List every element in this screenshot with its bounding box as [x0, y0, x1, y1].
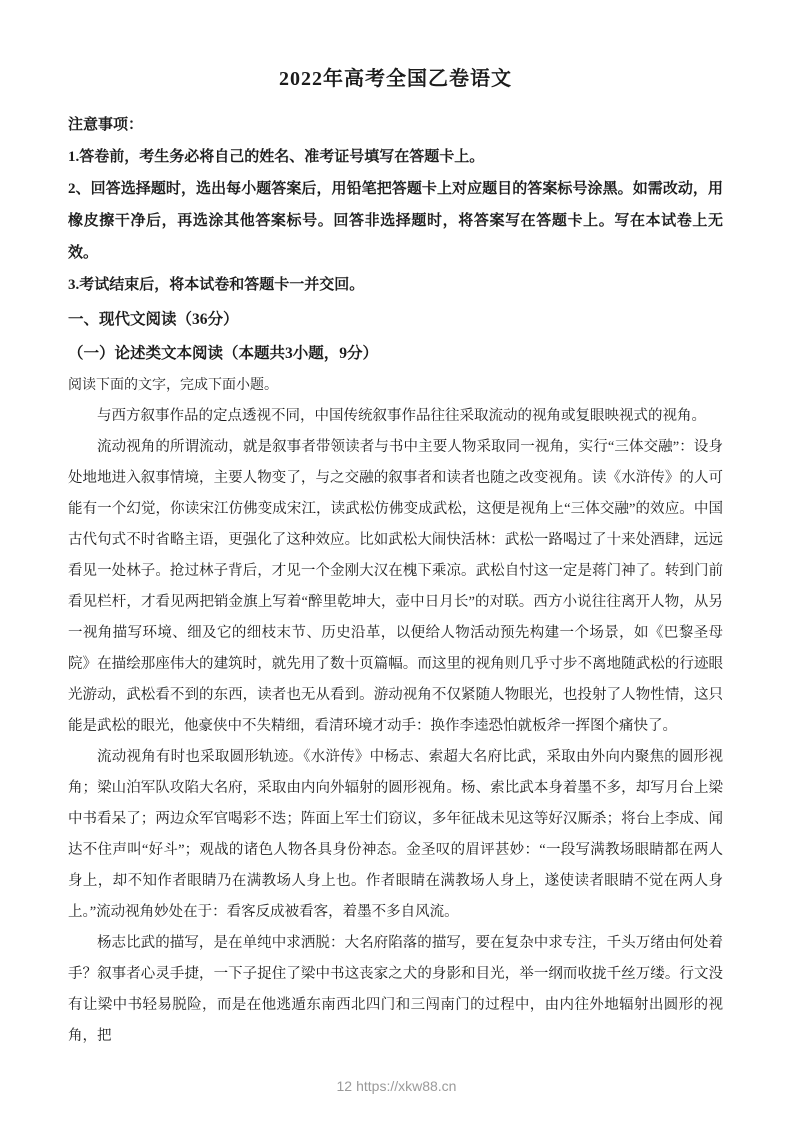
passage-paragraph-4: 杨志比武的描写，是在单纯中求洒脱：大名府陷落的描写，要在复杂中求专注，千头万绪由何处着手？叙事者心灵手捷，一下子捉住了梁中书这丧家之犬的身影和目光，举一纲而收拢千丝万缕。行文没有让梁中书轻易脱险，而是在他逃遁东南西北四门和三闯南门的过程中，由内往外地辐射出圆形的视角，把	[68, 935, 723, 1044]
passage-paragraph-3: 流动视角有时也采取圆形轨迹。《水浒传》中杨志、索超大名府比武，采取由外向内聚焦的圆形视角；梁山泊军队攻陷大名府，采取由内向外辐射的圆形视角。杨、索比武本身着墨不多，却写月台上梁中书看呆了；两边众军官喝彩不迭；阵面上军士们窃议，多年征战未见这等好汉厮杀；将台上李成、闻达不住声叫“好斗”；观战的诸色人物各具身份神态。金圣叹的眉评甚妙：“一段写满教场眼睛都在两人身上，却不知作者眼睛乃在满教场人身上也。作者眼睛在满教场人身上，遂使读者眼睛不觉在两人身上。”流动视角妙处在于：看客反成被看客，着墨不多自风流。	[68, 749, 723, 920]
passage-paragraph-1: 与西方叙事作品的定点透视不同，中国传统叙事作品往往采取流动的视角或复眼映视式的视角。	[97, 408, 706, 424]
footer-watermark-url: https://xkw88.cn	[356, 1078, 457, 1094]
passage-body	[68, 401, 723, 1052]
notice-heading: 注意事项：	[68, 117, 144, 133]
section-heading-modern-reading: 一、现代文阅读（36分）	[68, 311, 239, 328]
page-footer	[0, 1078, 793, 1094]
reading-instruction: 阅读下面的文字，完成下面小题。	[68, 378, 278, 393]
notice-item-1: 1.答卷前，考生务必将自己的姓名、准考证号填写在答题卡上。	[68, 149, 485, 165]
subsection-heading-argumentative-text: （一）论述类文本阅读（本题共3小题，9分）	[68, 345, 379, 362]
passage-paragraph-2: 流动视角的所谓流动，就是叙事者带领读者与书中主要人物采取同一视角，实行“三体交融”：设身处地地进入叙事情境，主要人物变了，与之交融的叙事者和读者也随之改变视角。读《水浒传》的人可能有一个幻觉，你读宋江仿佛变成宋江，读武松仿佛变成武松，这便是视角上“三体交融”的效应。中国古代句式不时省略主语，更强化了这种效应。比如武松大闹快活林：武松一路喝过了十来处酒肆，远远看见一处林子。抢过林子背后，才见一个金刚大汉在槐下乘凉。武松自忖这一定是蒋门神了。转到门前看见栏杆，才看见两把销金旗上写着“醉里乾坤大，壶中日月长”的对联。西方小说往往离开人物，从另一视角描写环境、细及它的细枝末节、历史沿革，以便给人物活动预先构建一个场景，如《巴黎圣母院》在描绘那座伟大的建筑时，就先用了数十页篇幅。而这里的视角则几乎寸步不离地随武松的行迹眼光游动，武松看不到的东西，读者也无从看到。游动视角不仅紧随人物眼光，也投射了人物性情，这只能是武松的眼光，他豪侠中不失精细，看清环境才动手：换作李逵恐怕就板斧一挥图个痛快了。	[68, 439, 723, 734]
notice-section	[68, 109, 723, 301]
notice-item-3: 3.考试结束后，将本试卷和答题卡一并交回。	[68, 277, 365, 293]
page-number: 12	[336, 1078, 353, 1094]
notice-item-2: 2、回答选择题时，选出每小题答案后，用铅笔把答题卡上对应题目的答案标号涂黑。如需改动，用橡皮擦干净后，再选涂其他答案标号。回答非选择题时，将答案写在答题卡上。写在本试卷上无效。	[68, 181, 723, 261]
page-title: 2022年高考全国乙卷语文	[279, 68, 512, 90]
